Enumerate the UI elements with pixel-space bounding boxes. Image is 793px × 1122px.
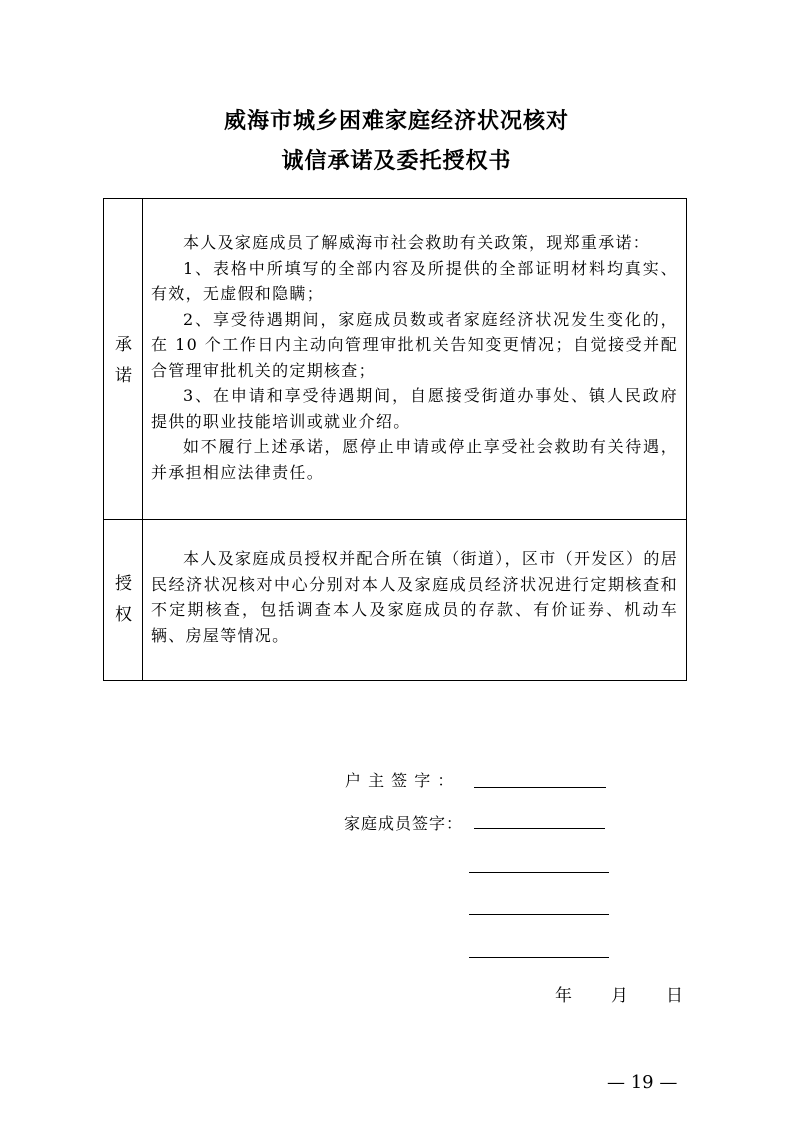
document-title-line-2: 诚信承诺及委托授权书: [281, 149, 512, 174]
authorization-label-char-2: 权: [115, 605, 132, 625]
family-member-signature-line-1[interactable]: [474, 828, 605, 829]
commitment-paragraph-2: 2、享受待遇期间，家庭成员数或者家庭经济状况发生变化的，在 10 个工作日内主动向管理审批机关告知变更情况；自觉接受并配合管理审批机关的定期核查；: [151, 309, 678, 380]
page-number: — 19 —: [607, 1072, 678, 1093]
commitment-row: [104, 199, 686, 520]
family-member-signature-line-4[interactable]: [469, 957, 609, 958]
commitment-label-char-1: 承: [115, 335, 132, 355]
commitment-authorization-table: [103, 198, 687, 681]
authorization-label-cell: [104, 520, 143, 680]
commitment-paragraph-1: 1、表格中所填写的全部内容及所提供的全部证明材料均真实、有效，无虚假和隐瞒；: [151, 258, 678, 303]
date-month-label: 月: [611, 986, 628, 1006]
commitment-label-cell: [104, 199, 143, 519]
commitment-paragraph-closing: 如不履行上述承诺，愿停止申请或停止享受社会救助有关待遇，并承担相应法律责任。: [151, 437, 678, 482]
authorization-row: [104, 520, 686, 680]
commitment-content: [151, 230, 678, 485]
family-member-signature-line-3[interactable]: [469, 914, 609, 915]
householder-signature-line[interactable]: [474, 787, 606, 788]
authorization-paragraph: 本人及家庭成员授权并配合所在镇（街道），区市（开发区）的居民经济状况核对中心分别对本人及家庭成员经济状况进行定期核查和不定期核查，包括调查本人及家庭成员的存款、有价证券、机动车辆、房屋等情况。: [151, 549, 678, 645]
commitment-paragraph-intro: 本人及家庭成员了解威海市社会救助有关政策，现郑重承诺：: [183, 233, 651, 252]
commitment-paragraph-3: 3、在申请和享受待遇期间，自愿接受街道办事处、镇人民政府提供的职业技能培训或就业介绍。: [151, 386, 678, 431]
date-year-label: 年: [555, 986, 572, 1006]
authorization-content: [151, 546, 678, 648]
document-title-line-1: 威海市城乡困难家庭经济状况核对: [223, 109, 569, 134]
authorization-label-char-1: 授: [115, 574, 132, 594]
commitment-label-char-2: 诺: [115, 366, 132, 386]
date-day-label: 日: [666, 986, 683, 1006]
householder-signature-label: 户 主 签 字 ：: [345, 771, 455, 790]
family-member-signature-line-2[interactable]: [469, 872, 609, 873]
family-member-signature-label: 家庭成员签字：: [344, 814, 464, 833]
